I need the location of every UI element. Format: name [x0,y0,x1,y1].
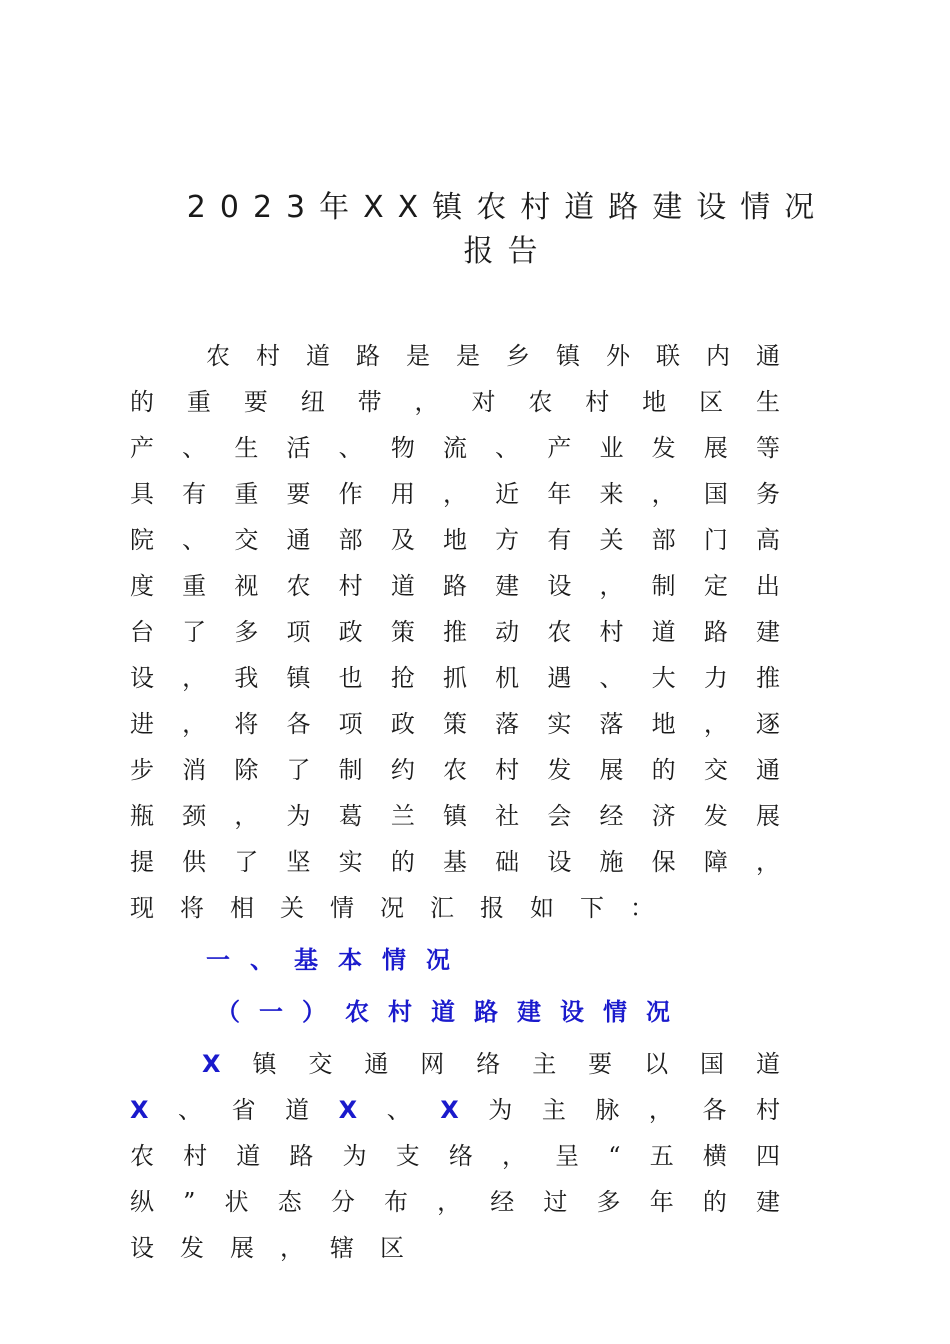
placeholder-provincial-road: X [440,1096,485,1124]
para-text: 、 [383,1096,441,1124]
section-heading-basic: 一、基本情况 [206,945,470,974]
road-network-paragraph [130,1041,806,1271]
document-title: 2023年XX镇农村道路建设情况报告 [186,190,829,269]
subsection-heading-roads: （一）农村道路建设情况 [216,997,689,1026]
para-text: 镇交通网络主要以国道 [246,1050,806,1078]
para-text: 、省道 [174,1096,339,1124]
placeholder-town: X [202,1050,247,1078]
intro-paragraph: 农村道路是是乡镇外联内通的重要纽带，对农村地区生产、生活、物流、产业发展等具有重要作用，近年来，国务院、交通部及地方有关部门高度重视农村道路建设，制定出台了多项政策推动农村道路建设，我镇也抢抓机遇、大力推进，将各项政策落实落地，逐步消除了制约农村发展的交通瓶颈，为葛兰镇社会经济发展提供了坚实的基础设施保障，现将相关情况汇报如下： [130,342,806,922]
placeholder-provincial-road: X [338,1096,384,1124]
placeholder-national-road: X [130,1096,175,1124]
para-text: 为主脉，各村农村道路为支络，呈“五横四纵”状态分布，经过多年的建设发展，辖区 [130,1096,807,1262]
document-body [130,333,806,1271]
